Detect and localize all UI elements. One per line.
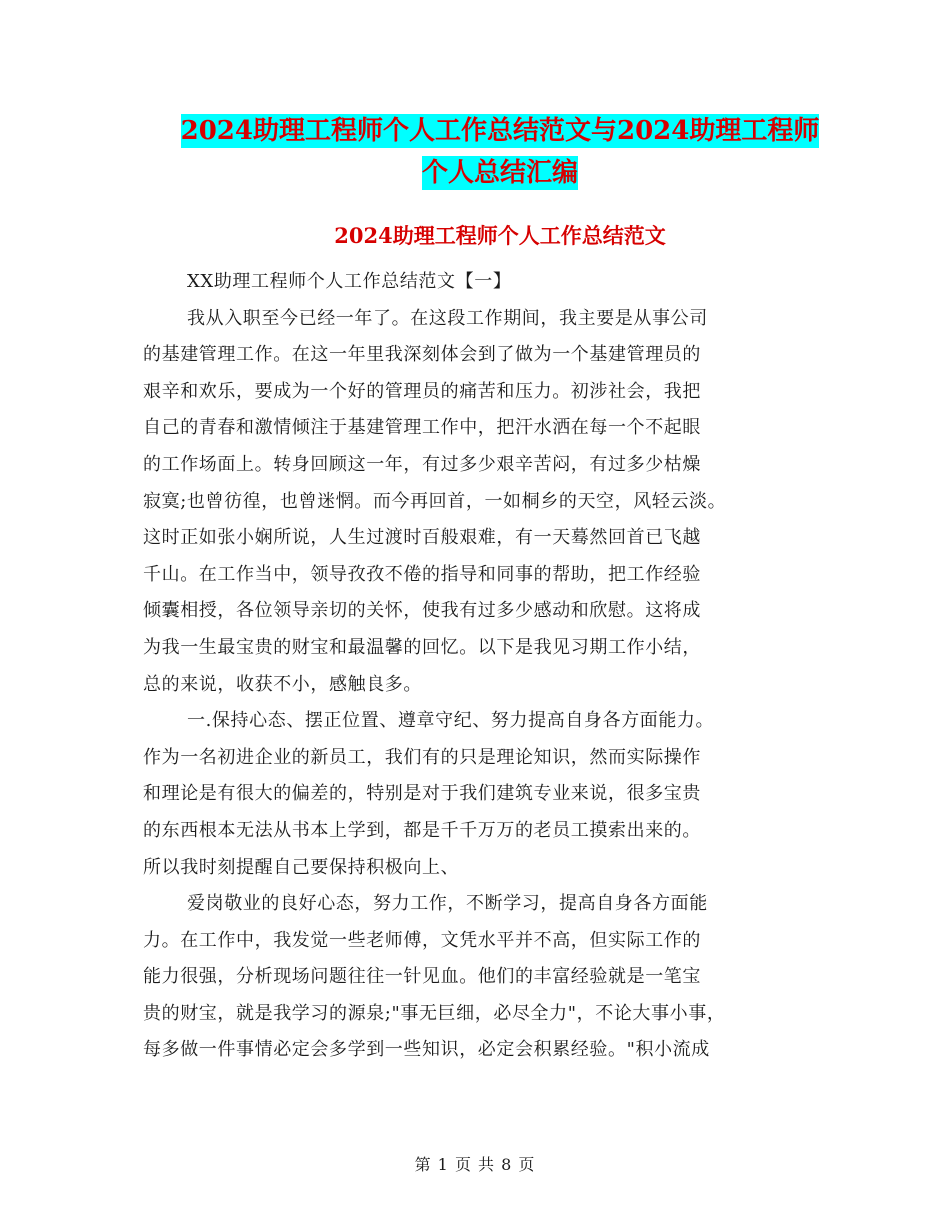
paragraph-line: 贵的财宝，就是我学习的源泉;"事无巨细，必尽全力"，不论大事小事， [143,1002,726,1024]
paragraph-line: 寂寞;也曾彷徨，也曾迷惘。而今再回首，一如桐乡的天空，风轻云淡。 [143,490,727,512]
paragraph-line: 为我一生最宝贵的财宝和最温馨的回忆。以下是我见习期工作小结， [143,636,701,658]
section-heading: XX助理工程师个人工作总结范文【一】 [187,271,512,292]
paragraph-line: 和理论是有很大的偏差的，特别是对于我们建筑专业来说，很多宝贵 [143,783,701,805]
paragraph-line: 倾囊相授，各位领导亲切的关怀，使我有过多少感动和欣慰。这将成 [143,600,701,622]
paragraph-line: 每多做一件事情必定会多学到一些知识，必定会积累经验。"积小流成 [143,1039,710,1061]
paragraph-line: 千山。在工作当中，领导孜孜不倦的指导和同事的帮助，把工作经验 [143,563,701,585]
paragraph-line: 总的来说，收获不小，感触良多。 [143,673,422,695]
paragraph-line: 一.保持心态、摆正位置、遵章守纪、努力提高自身各方面能力。 [187,710,715,732]
paragraph-line: 作为一名初进企业的新员工，我们有的只是理论知识，然而实际操作 [143,746,701,768]
paragraph-line: 所以我时刻提醒自己要保持积极向上、 [143,856,460,878]
paragraph-line: 的基建管理工作。在这一年里我深刻体会到了做为一个基建管理员的 [143,344,701,366]
page-footer: 第 1 页 共 8 页 [414,1155,536,1174]
paragraph-line: 力。在工作中，我发觉一些老师傅，文凭水平并不高，但实际工作的 [143,929,701,951]
document-title-line-2: 个人总结汇编 [421,158,578,188]
paragraph-line: 的工作场面上。转身回顾这一年，有过多少艰辛苦闷，有过多少枯燥 [143,453,701,475]
paragraph-line: 能力很强，分析现场问题往往一针见血。他们的丰富经验就是一笔宝 [143,966,701,988]
document-title [140,110,860,194]
paragraph-line: 艰辛和欢乐，要成为一个好的管理员的痛苦和压力。初涉社会，我把 [143,380,701,402]
section-title: 2024助理工程师个人工作总结范文 [334,223,666,248]
paragraph-line: 我从入职至今已经一年了。在这段工作期间，我主要是从事公司 [187,307,708,329]
paragraph-line: 的东西根本无法从书本上学到，都是千千万万的老员工摸索出来的。 [143,819,701,841]
paragraph-line: 爱岗敬业的良好心态，努力工作，不断学习，提高自身各方面能 [187,893,708,915]
paragraph-line: 自己的青春和激情倾注于基建管理工作中，把汗水洒在每一个不起眼 [143,417,701,439]
body-text [143,264,823,1069]
paragraph-line: 这时正如张小娴所说，人生过渡时百般艰难，有一天蓦然回首已飞越 [143,527,701,549]
document-title-line-1: 2024助理工程师个人工作总结范文与2024助理工程师 [180,116,820,146]
